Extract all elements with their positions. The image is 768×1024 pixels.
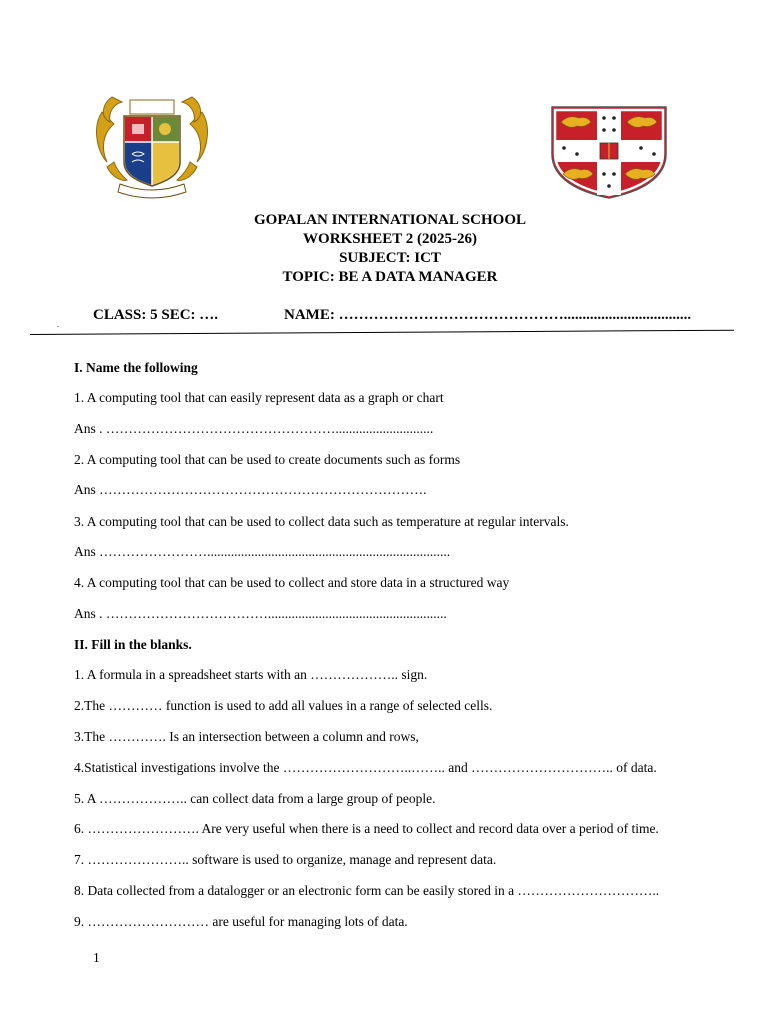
section2-title: II. Fill in the blanks. [74,637,192,652]
blank-7: 7. ………………….. software is used to organize, manage and represent data. [74,852,497,867]
worksheet-title: WORKSHEET 2 (2025-26) [303,231,477,247]
blank-4: 4.Statistical investigations involve the ………………………..…….. and ………………………….. of data. [74,760,657,775]
question-4: 4. A computing tool that can be used to collect and store data in a structured way [74,575,510,590]
blank-8: 8. Data collected from a datalogger or an electronic form can be easily stored in a ………………………….. [74,883,660,898]
answer-line-1: Ans . ……………………………………………............................. [74,421,434,436]
answer-line-2: Ans ………………………………………………………………. [74,482,427,497]
class-section-field: CLASS: 5 SEC: …. [93,307,219,323]
question-3: 3. A computing tool that can be used to collect data such as temperature at regular intervals. [74,514,569,529]
blank-9: 9. ……………………… are useful for managing lots of data. [74,914,408,929]
school-name: GOPALAN INTERNATIONAL SCHOOL [254,212,526,228]
topic-line: TOPIC: BE A DATA MANAGER [282,269,498,285]
blank-2: 2.The ………… function is used to add all values in a range of selected cells. [74,698,493,713]
blank-1: 1. A formula in a spreadsheet starts with an ……………….. sign. [74,667,428,682]
section1-title: I. Name the following [74,360,198,375]
blank-5: 5. A ……………….. can collect data from a large group of people. [74,791,436,806]
student-name-field: NAME: ……………………………………….................................. [284,307,692,323]
page-number: 1 [93,950,100,965]
question-2: 2. A computing tool that can be used to create documents such as forms [74,452,461,467]
blank-6: 6. ……………………. Are very useful when there is a need to collect and record data over a period of time. [74,821,659,836]
subject-line: SUBJECT: ICT [339,250,441,266]
answer-line-4: Ans . ………………………………..................................................... [74,606,447,621]
blank-3: 3.The …………. Is an intersection between a column and rows, [74,729,419,744]
question-1: 1. A computing tool that can easily represent data as a graph or chart [74,390,444,405]
stray-dot: . [57,320,59,329]
header-divider [30,330,734,335]
school-crest-logo [92,92,212,202]
cambridge-shield-logo [549,104,669,200]
answer-line-3: Ans ……………………........................................................................ [74,544,451,559]
